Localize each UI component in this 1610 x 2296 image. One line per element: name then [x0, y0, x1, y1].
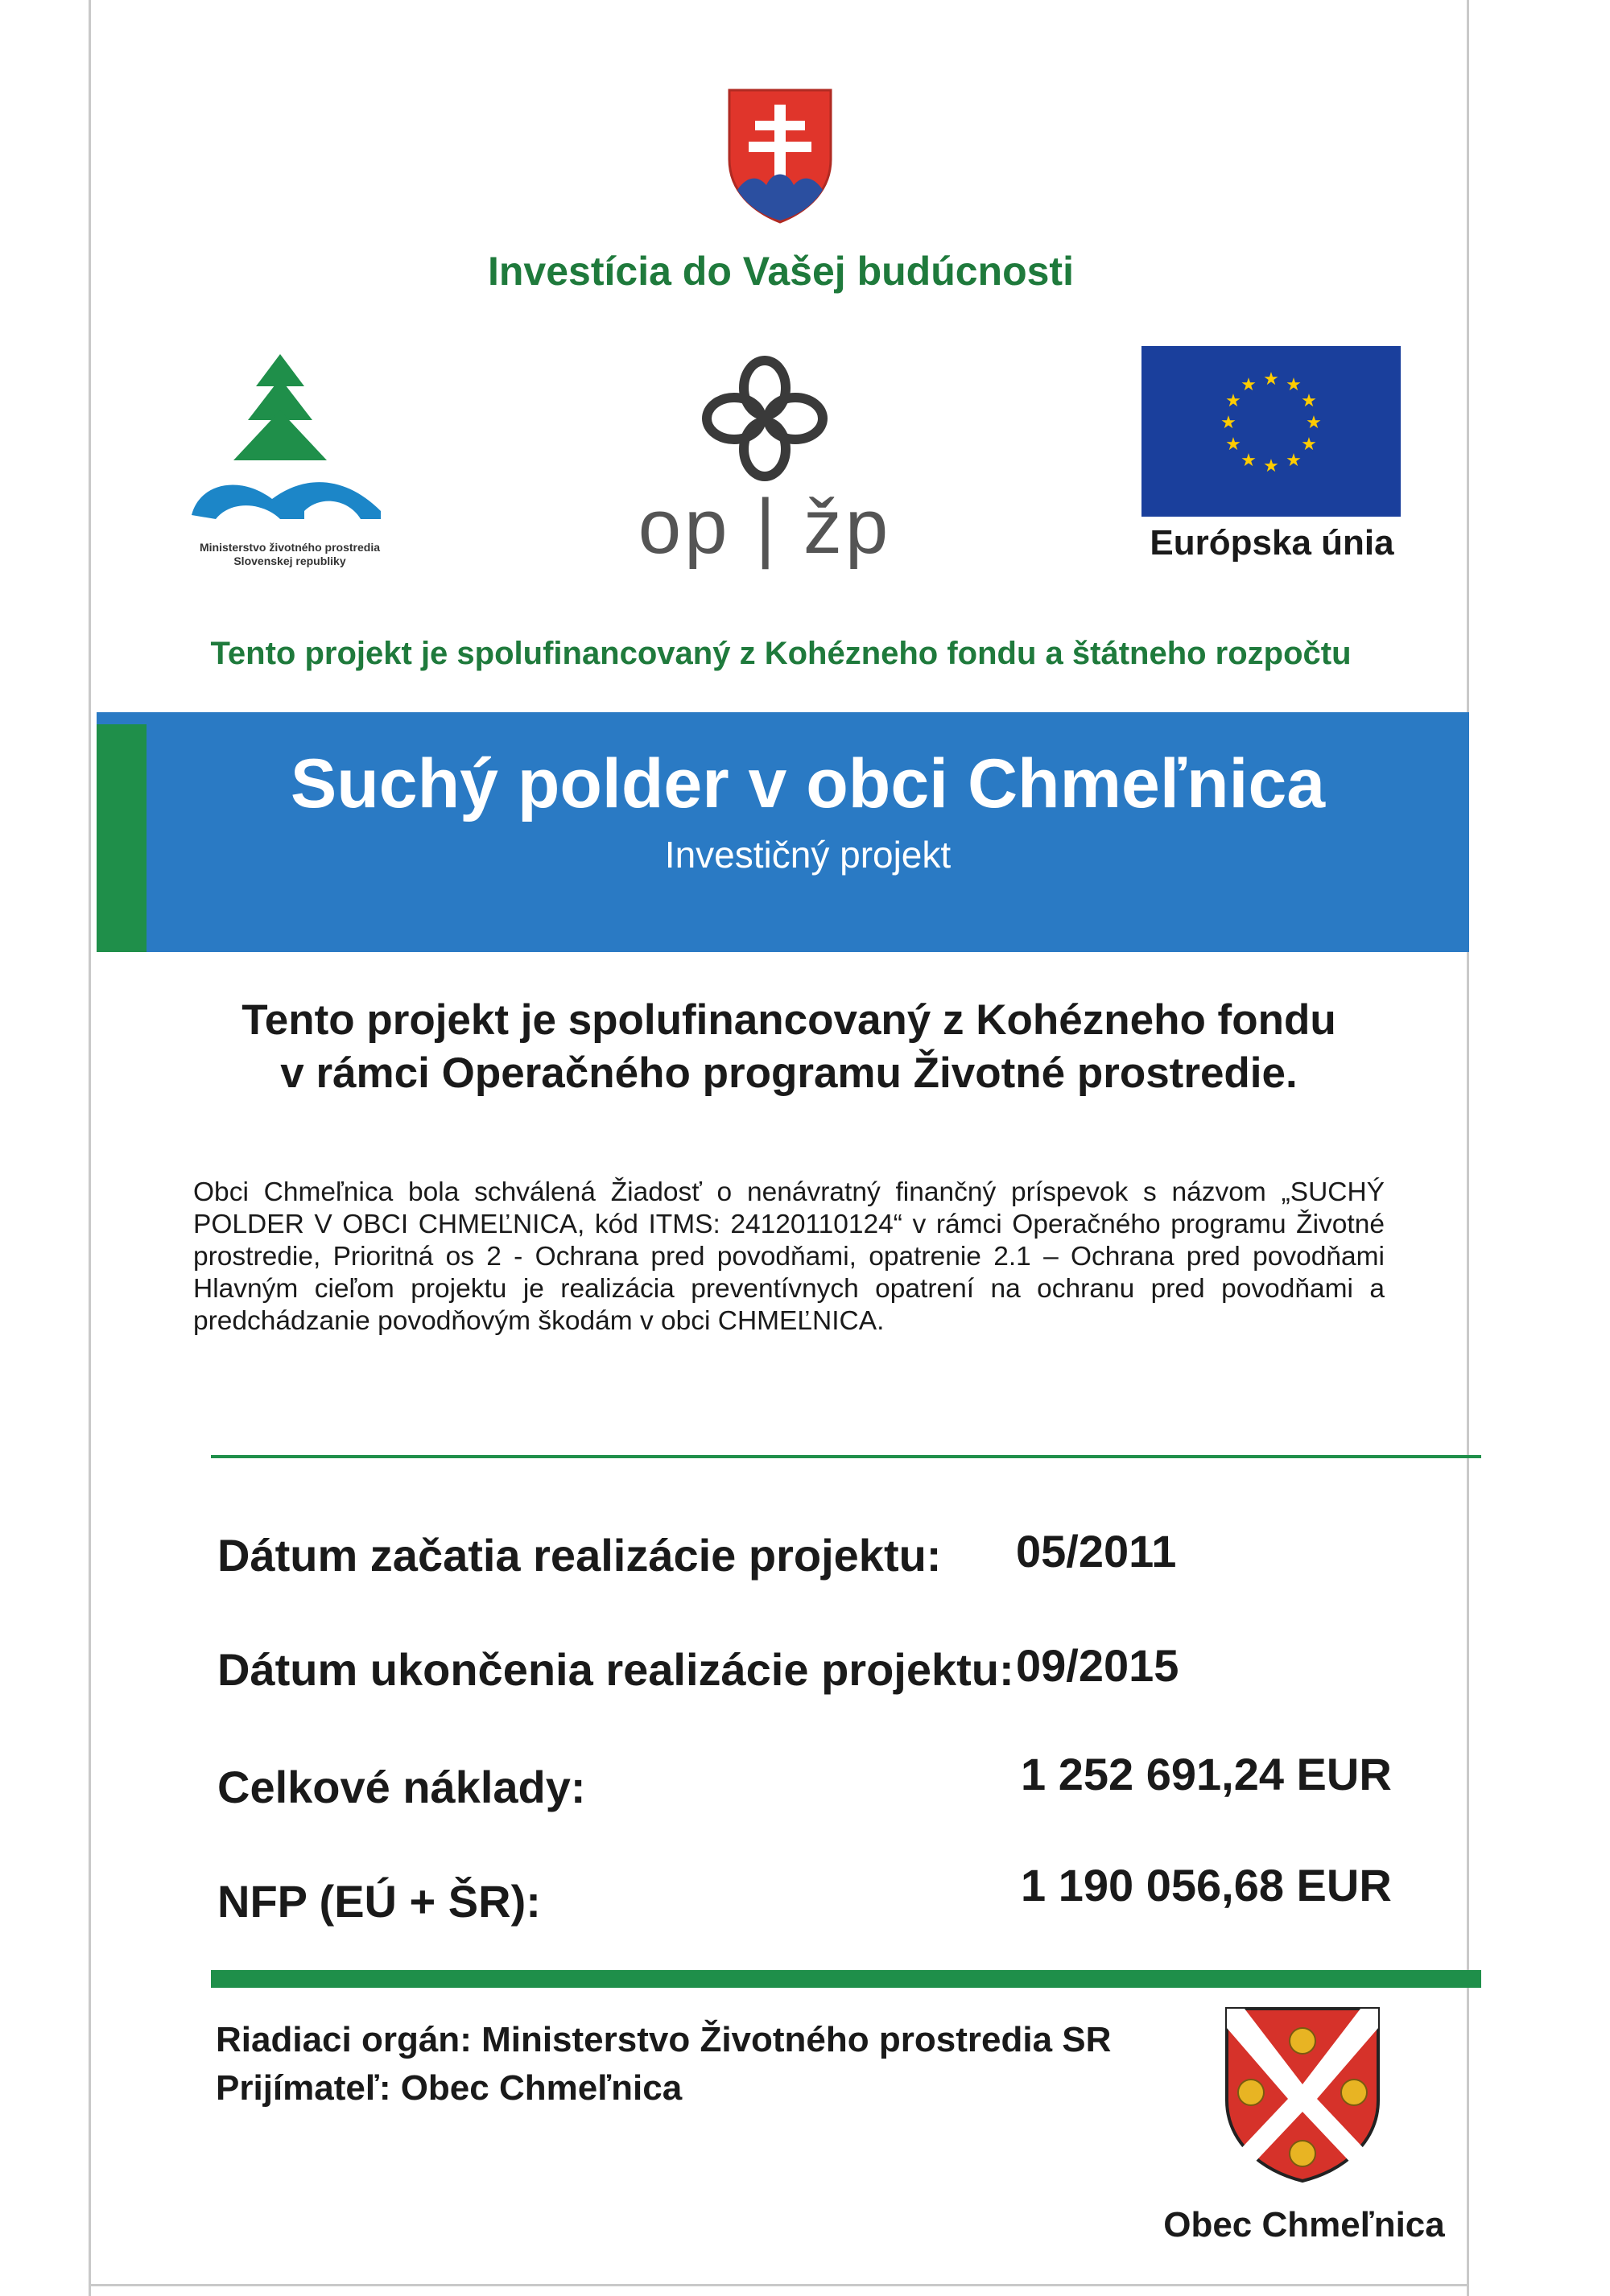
project-subtitle: Investičný projekt — [664, 834, 952, 876]
slovak-coat-of-arms-icon — [726, 87, 834, 224]
project-title: Suchý polder v obci Chmeľnica — [290, 745, 1326, 822]
ministry-caption — [145, 541, 435, 568]
detail-value-start: 05/2011 — [1016, 1526, 1177, 1577]
detail-label-end: Dátum ukončenia realizácie projektu: — [217, 1644, 1014, 1695]
municipality-caption: Obec Chmeľnica — [1163, 2205, 1445, 2244]
svg-text:★: ★ — [1241, 375, 1257, 395]
opzp-knot-icon — [700, 354, 829, 483]
ministry-caption-line2: Slovenskej republiky — [233, 554, 346, 567]
managing-authority: Riadiaci orgán: Ministerstvo Životného prostredia SR — [216, 2020, 1112, 2059]
svg-text:★: ★ — [1263, 456, 1279, 476]
svg-text:★: ★ — [1306, 413, 1322, 433]
page-border-bottom — [89, 2284, 1469, 2286]
svg-text:★: ★ — [1301, 391, 1317, 411]
cofinance-statement-line2: v rámci Operačného programu Životné prostredie. — [280, 1049, 1298, 1097]
footer-info — [216, 2016, 1182, 2113]
page-border-left — [89, 0, 91, 2296]
divider-top — [211, 1455, 1481, 1458]
project-description: Obci Chmeľnica bola schválená Žiadosť o nenávratný finančný príspevok s názvom „SUCHÝ POLDER V OBCI CHMEĽNICA, kód ITMS: 24120110124“ v rámci Operačného programu Životné prostredie, Prioritná os 2 - Ochrana pred povodňami, opatrenie 2.1 – Ochrana pred povodňami Hlavným cieľom projektu je realizácia preventívnych opatrení na ochranu pred povodňami a predchádzanie povodňovým škodám v obci CHMEĽNICA. — [193, 1177, 1385, 1336]
eu-flag-icon — [1141, 346, 1401, 517]
opzp-wordmark: op | žp — [638, 484, 892, 570]
detail-label-start: Dátum začatia realizácie projektu: — [217, 1530, 942, 1581]
ministry-caption-line1: Ministerstvo životného prostredia — [199, 541, 381, 554]
ministry-logo — [184, 354, 393, 539]
chmelnica-coat-of-arms-icon — [1222, 2004, 1383, 2185]
eu-caption: Európska únia — [1150, 523, 1394, 563]
svg-text:★: ★ — [1286, 375, 1302, 395]
svg-text:★: ★ — [1225, 435, 1241, 455]
tagline: Investícia do Vašej budúcnosti — [488, 249, 1074, 294]
cofinance-statement — [185, 994, 1393, 1100]
page-border-right — [1467, 0, 1469, 2296]
banner-green-stripe — [97, 724, 147, 952]
svg-text:★: ★ — [1241, 451, 1257, 471]
cofinance-line: Tento projekt je spolufinancovaný z Kohézneho fondu a štátneho rozpočtu — [210, 636, 1352, 671]
svg-text:★: ★ — [1263, 369, 1279, 390]
detail-value-end: 09/2015 — [1016, 1640, 1179, 1691]
ministry-tree-icon — [184, 354, 393, 539]
cofinance-statement-line1: Tento projekt je spolufinancovaný z Kohézneho fondu — [242, 996, 1336, 1044]
svg-text:★: ★ — [1301, 435, 1317, 455]
divider-bottom — [211, 1970, 1481, 1988]
recipient: Prijímateľ: Obec Chmeľnica — [216, 2068, 683, 2108]
svg-text:★: ★ — [1225, 391, 1241, 411]
svg-text:★: ★ — [1286, 451, 1302, 471]
svg-text:★: ★ — [1220, 413, 1236, 433]
detail-label-nfp: NFP (EÚ + ŠR): — [217, 1876, 541, 1927]
detail-label-cost: Celkové náklady: — [217, 1762, 586, 1812]
detail-value-nfp: 1 190 056,68 EUR — [1021, 1860, 1392, 1911]
detail-value-cost: 1 252 691,24 EUR — [1021, 1749, 1392, 1799]
